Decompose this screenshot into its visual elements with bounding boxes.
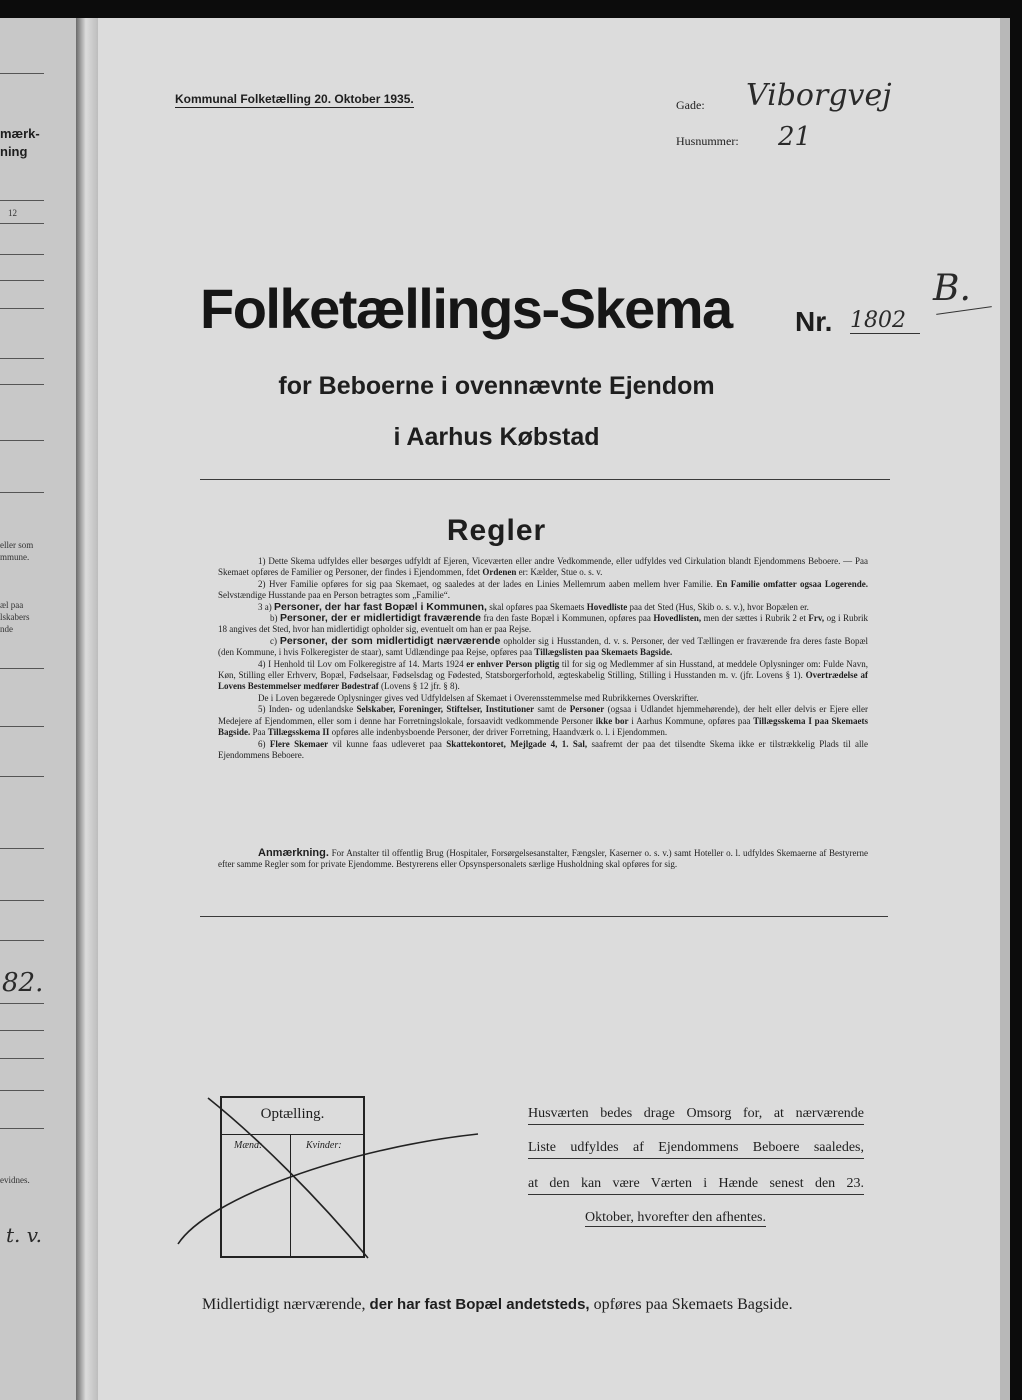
street-value: Viborgvej [746,78,892,113]
form-number-value: 1802 [850,308,920,334]
rules-text [218,556,868,761]
left-page-rule [0,200,44,201]
left-page-rule [0,726,44,727]
left-page-rule [0,384,44,385]
form-subtitle: for Beboerne i ovennævnte Ejendom [278,372,715,400]
rule-1: 1) Dette Skema udfyldes eller besørges udfyldt af Ejeren, Viceværten eller andre Vedkommende, eller udfyldes ved Cirkulation blandt Ejendommens Beboere. — Paa Skemaet opføres de Familier og Personer, der findes i Ejendommen, fdet Ordenen er: Kælder, Stue o. s. v. [218,556,868,578]
divider [200,479,890,480]
left-page-rule [0,940,44,941]
form-number-label: Nr. [795,306,833,337]
form-title: Folketællings-Skema [200,277,732,340]
men-label: Mænd: [234,1140,263,1151]
left-page-label: mærk- [0,126,40,141]
form-letter-mark: B. [933,268,971,309]
census-title: Kommunal Folketælling 20. Oktober 1935. [175,92,414,106]
divider [200,916,888,917]
left-page-rule [0,280,44,281]
cross-out-strike [168,1078,498,1288]
left-page-rule [0,1003,44,1004]
census-form-page [98,18,1010,1400]
left-page-label: ning [0,144,28,159]
women-label: Kvinder: [306,1140,342,1151]
left-page-rule [0,900,44,901]
left-page-rule [0,223,44,224]
rule-3a: 3 a) Personer, der har fast Bopæl i Kommunen, skal opføres paa Skemaets Hovedliste paa det Sted (Hus, Skib o. s. v.), hvor Bopælen er. [258,600,809,613]
left-page-rule [0,358,44,359]
house-number-label: Husnummer: [676,134,739,148]
rule-2: 2) Hver Familie opføres for sig paa Skemaet, og saaledes at der lades en Linies Mellemrum aaben mellem hver Familie. En Familie omfatter ogsaa Logerende. Selvstændige Husstande paa en Person betragtes som „Familie“. [218,578,868,601]
landlord-note-line: Liste udfyldes af Ejendommens Beboere saaledes, [528,1140,864,1159]
landlord-note-line: at den kan være Værten i Hænde senest den 23. [528,1176,864,1195]
left-page-rule [0,73,44,74]
left-page-rule [0,492,44,493]
left-page-fragment [0,18,76,1400]
left-page-rule [0,1058,44,1059]
left-page-label: evidnes. [0,1175,30,1185]
rule-4b: De i Loven begærede Oplysninger gives ved Udfyldelsen af Skemaet i Overensstemmelse med Rubrikkernes Overskrifter. [258,692,699,703]
left-page-rule [0,668,44,669]
book-spine [76,18,98,1400]
footer-note: Midlertidigt nærværende, der har fast Bopæl andetsteds, opføres paa Skemaets Bagside. [202,1296,793,1313]
rules-heading: Regler [446,514,547,547]
left-page-rule [0,308,44,309]
page-edge [1000,18,1010,1400]
left-page-handwriting: 82. [2,968,44,998]
left-page-rule [0,1090,44,1091]
landlord-note-line: Husværten bedes drage Omsorg for, at nærværende [528,1106,864,1125]
left-page-rule [0,1030,44,1031]
remark-body: For Anstalter til offentlig Brug (Hospitaler, Forsørgelsesanstalter, Fængsler, Kaserner o. s. v.) samt Hoteller o. l. udfyldes Skemaerne af Bestyrerne efter samme Regler som for private Ejendomme. Bestyrerens eller Opsynspersonalets særlige Husholdning skal opføres for sig. [218,848,868,870]
count-box-title: Optælling. [260,1106,325,1122]
form-subtitle-city: i Aarhus Købstad [393,423,600,451]
rule-5: 5) Inden- og udenlandske Selskaber, Foreninger, Stiftelser, Institutioner samt de Personer (ogsaa i Udlandet hjemmehørende), der helt eller delvis er Ejere eller Medejere af Ejendommen, eller som i denne har Forretningslokale, forsaavidt vedkommende Personer ikke bor i Aarhus Kommune, opføres paa Tillægsskema I paa Skemaets Bagside. Paa Tillægsskema II opføres alle indenbysboende Personer, der driver Forretning, Haandværk o. l. i Ejendommen. [218,704,869,738]
rule-6: 6) Flere Skemaer vil kunne faas udleveret paa Skattekontoret, Mejlgade 4, 1. Sal, saafremt der paa det tilsendte Skema ikke er tilstrækkelig Plads til alle Ejendommens Beboere. [218,738,868,760]
left-page-rule [0,1128,44,1129]
left-page-label: æl paa [0,600,24,610]
remark-text [218,848,868,871]
house-number-value: 21 [778,122,812,152]
left-page-label: nde [0,624,13,634]
left-page-label: 12 [8,208,17,218]
remark-label: Anmærkning. [258,847,329,859]
rule-4: 4) I Henhold til Lov om Folkeregistre af 14. Marts 1924 er enhver Person pligtig til for sig og Medlemmer af sin Husstand, at meddele Oplysninger om: Fulde Navn, Køn, Stilling eller Erhverv, Bopæl, Fødselsaar, Fødselsdag og Fødested, Statsborgerforhold, ægteskabelig Stilling, Stilling i Husstanden m. v. (jfr. Lovens § 1). Overtrædelse af Lovens Bestemmelser medfører Bødestraf (Lovens § 12 jfr. § 8). [218,658,869,692]
left-page-label: mmune. [0,552,30,562]
left-page-rule [0,776,44,777]
left-page-rule [0,254,44,255]
left-page-label: lskabers [0,612,30,622]
left-page-rule [0,848,44,849]
left-page-label: eller som [0,540,34,550]
street-label: Gade: [676,98,705,112]
rule-3b: b) Personer, der er midlertidigt fraværende fra den faste Bopæl i Kommunen, opføres paa Hovedlisten, men der sættes i Rubrik 2 et Frv, og i Rubrik 18 angives det Sted, hvor han midlertidigt opholder sig, eventuelt om han er paa Rejse. [218,612,869,635]
landlord-note-line: Oktober, hvorefter den afhentes. [585,1210,766,1225]
rule-3c: c) Personer, der som midlertidigt nærværende opholder sig i Husstanden, d. v. s. Personer, der ved Tællingen er fraværende fra deres faste Bopæl (den Kommune, i hvis Folkeregister de staar), samt Udlændinge paa Rejse, opføres paa Tillægslisten paa Skemaets Bagside. [218,634,869,658]
left-page-rule [0,440,44,441]
left-page-handwriting: t. v. [6,1223,43,1247]
